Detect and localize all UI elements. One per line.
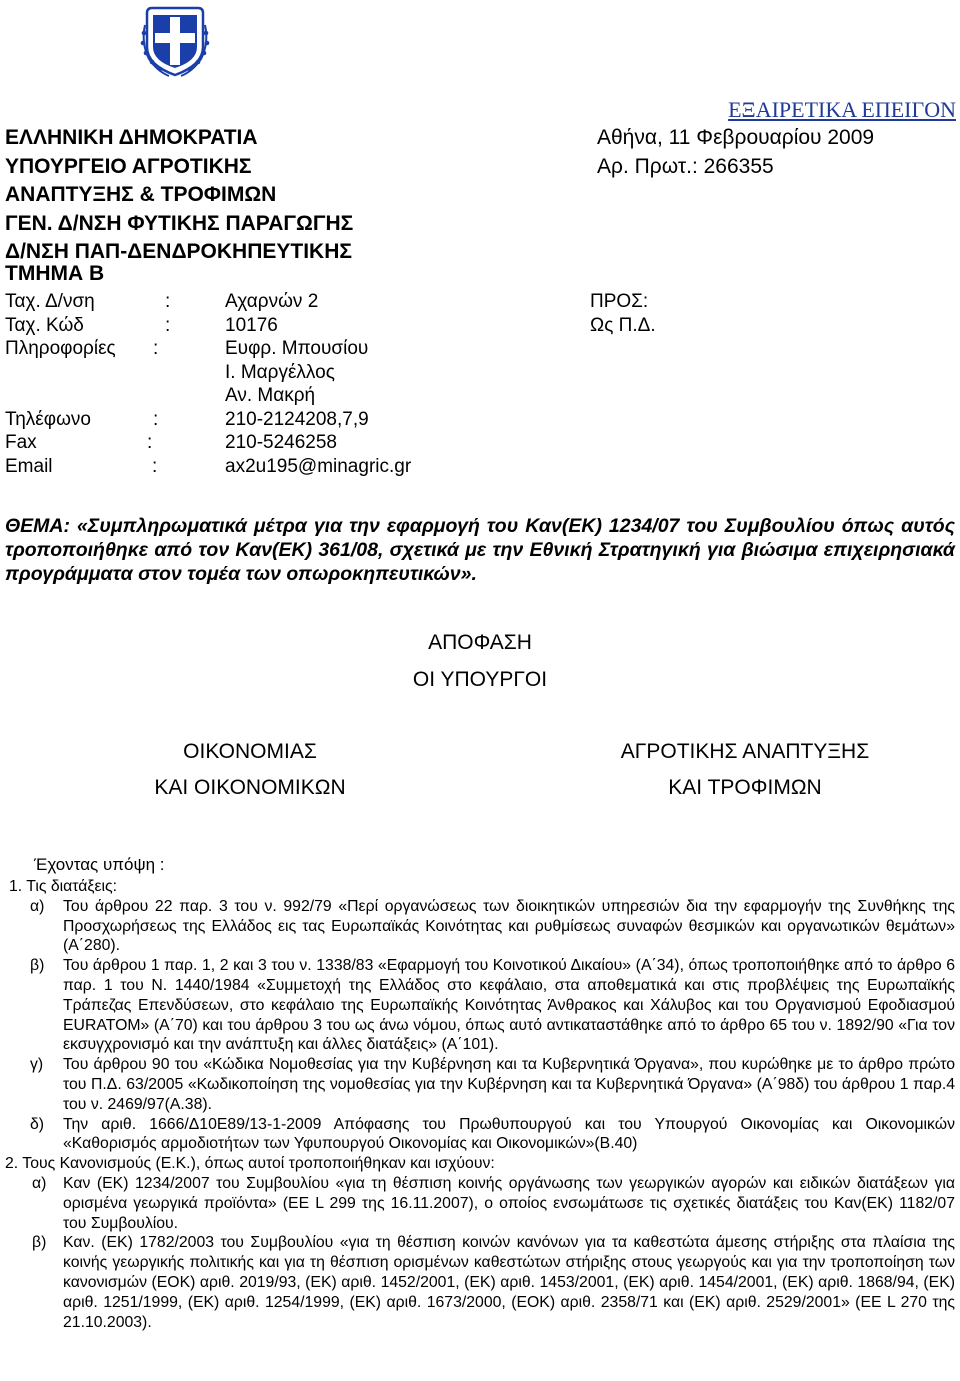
item-marker: α): [32, 1174, 47, 1192]
document-body: [5, 877, 955, 1332]
list-item: [5, 1115, 955, 1155]
colon: :: [165, 314, 171, 336]
postcode-value: 10176: [225, 314, 278, 336]
recipient-block: [590, 290, 656, 337]
list-item: [5, 956, 955, 1055]
fax-label: Fax: [5, 432, 37, 453]
item-text: Καν. (ΕΚ) 1782/2003 του Συμβουλίου «για τη θέσπιση κοινών κανόνων για τα καθεστώτα άμεσης στήριξης στα πλαίσια της κοινής γεωργικής πολιτικής και για τη θέσπιση ορισμένων καθεστώτων στήριξης στους γεωργούς και για την τροποποίηση των κανονισμών (ΕΟΚ) αριθ. 2019/93, (ΕΚ) αριθ. 1452/2001, (ΕΚ) αριθ. 1453/2001, (ΕΚ) αριθ. 1454/2001, (ΕΚ) αριθ. 1868/94, (ΕΚ) αριθ. 1251/1999, (ΕΚ) αριθ. 1254/1999, (ΕΚ) αριθ. 1673/2000, (ΕΟΚ) αριθ. 2358/71 και (ΕΚ) αριθ. 2529/2001» (ΕΕ L 270 της 21.10.2003).: [63, 1234, 955, 1331]
email-value: ax2u195@minagric.gr: [225, 455, 412, 477]
point-2-heading: 2. Τους Κανονισμούς (Ε.Κ.), όπως αυτοί τροποποιήθηκαν και ισχύουν:: [5, 1155, 495, 1173]
recipient-label: ΠΡΟΣ:: [590, 291, 649, 312]
phone-label: Τηλέφωνο: [5, 408, 91, 430]
email-label: Email: [5, 455, 53, 477]
org-line: ΓΕΝ. Δ/ΝΣΗ ΦΥΤΙΚΗΣ ΠΑΡΑΓΩΓΗΣ: [5, 211, 354, 235]
urgent-label: ΕΞΑΙΡΕΤΙΚΑ ΕΠΕΙΓΟΝ: [728, 97, 956, 122]
phone-value: 210-2124208,7,9: [225, 408, 369, 430]
item-text: Του άρθρου 22 παρ. 3 του ν. 992/79 «Περί οργανώσεως των διοικητικών υπηρεσιών δια την εφαρμογήν της Συνθήκης της Προσχωρήσεως της Ελλάδος εις τας Ευρωπαϊκάς Κοινότητας και ρυθμίσεως συναφών θεσμικών και οργανωτικών θεμάτων» (Α΄280).: [63, 897, 955, 955]
recipient-value: Ως Π.Δ.: [590, 314, 656, 336]
info-name: Αν. Μακρή: [225, 385, 316, 406]
fax-value: 210-5246258: [225, 432, 337, 453]
protocol-number: Αρ. Πρωτ.: 266355: [597, 154, 774, 178]
item-text: Καν (ΕΚ) 1234/2007 του Συμβουλίου «για τη θέσπιση κοινής οργάνωσης των γεωργικών αγορών και ειδικών διατάξεων για ορισμένα γεωργικά προϊόντα» (ΕΕ L 299 της 16.11.2007), ο οποίος ενσωμάτωσε τις σχετικές διατάξεις του Καν(ΕΚ) 1182/07 του Συμβουλίου.: [63, 1174, 955, 1232]
colon: :: [153, 338, 159, 359]
colon: :: [147, 432, 153, 453]
item-text: Του άρθρου 90 του «Κώδικα Νομοθεσίας για την Κυβέρνηση και τα Κυβερνητικά Όργανα», που κυρώθηκε με το άρθρο πρώτο του Π.Δ. 63/2005 «Κωδικοποίηση της νομοθεσίας για την Κυβέρνηση και τα Κυβερνητικά Όργανα» (Α΄98δ) του άρθρου 1 παρ.4 του ν. 2469/97(Α.38).: [63, 1056, 955, 1113]
org-line: Δ/ΝΣΗ ΠΑΠ-ΔΕΝΔΡΟΚΗΠΕΥΤΙΚΗΣ: [5, 240, 352, 263]
date-protocol: [597, 124, 874, 181]
ministry-right-line-1: ΑΓΡΟΤΙΚΗΣ ΑΝΑΠΤΥΞΗΣ: [620, 740, 870, 763]
ministers-heading: ΟΙ ΥΠΟΥΡΓΟΙ: [412, 668, 548, 691]
ministry-right-line-2: ΚΑΙ ΤΡΟΦΙΜΩΝ: [668, 776, 822, 799]
item-text: Του άρθρου 1 παρ. 1, 2 και 3 του ν. 1338/83 «Εφαρμογή του Κοινοτικού Δικαίου» (Α΄34), όπως τροποποιήθηκε από το άρθρο 6 παρ. 1 του Ν. 1440/1984 «Συμμετοχή της Ελλάδος στο κεφάλαιο, στα αποθεματικά και στις προβλέψεις της Ευρωπαϊκής Τράπεζας Επενδύσεων, στο κεφάλαιο της Ευρωπαϊκής Κοινότητας Άνθρακος και Χάλυβος και του Οργανισμού Εφοδιασμού EURATOM» (Α΄70) και του άρθρου 3 του ως άνω νόμου, όπως αυτό αντικαταστάθηκε από το άρθρο 65 του ν. 1892/90 «Για τον εκσυγχρονισμό και την ανάπτυξη και άλλες διατάξεις» (Α΄101).: [63, 957, 955, 1054]
list-item: [5, 1174, 955, 1233]
address-value: Αχαρνών 2: [225, 291, 319, 312]
list-item: [5, 1055, 955, 1114]
org-line: ΑΝΑΠΤΥΞΗΣ & ΤΡΟΦΙΜΩΝ: [5, 183, 277, 206]
colon: :: [165, 291, 171, 312]
list-item: [5, 1233, 955, 1332]
item-text: Την αριθ. 1666/Δ10Ε89/13-1-2009 Απόφασης του Πρωθυπουργού και του Υπουργού Οικονομίας και Οικονομικών «Καθορισμός αρμοδιοτήτων των Υφυπουργού Οικονομίας και Οικονομικών»(Β.40): [63, 1115, 955, 1153]
item-marker: α): [30, 897, 45, 915]
list-item: [5, 897, 955, 956]
point-1-heading: 1. Τις διατάξεις:: [9, 878, 118, 895]
info-label: Πληροφορίες: [5, 338, 116, 359]
info-name: Ι. Μαργέλλος: [225, 361, 335, 383]
having-regard-label: Έχοντας υπόψη :: [34, 855, 165, 874]
greek-coat-of-arms-emblem: [139, 3, 211, 79]
item-marker: δ): [30, 1115, 45, 1133]
address-label: Ταχ. Δ/νση: [5, 291, 95, 312]
item-marker: β): [30, 957, 45, 975]
postcode-label: Ταχ. Κώδ: [5, 314, 84, 336]
section-label: ΤΜΗΜΑ Β: [5, 262, 105, 285]
item-marker: γ): [30, 1056, 44, 1074]
date: Αθήνα, 11 Φεβρουαρίου 2009: [597, 126, 875, 149]
ministry-left-line-1: ΟΙΚΟΝΟΜΙΑΣ: [183, 740, 317, 763]
item-marker: β): [32, 1234, 47, 1252]
org-line: ΥΠΟΥΡΓΕΙΟ ΑΓΡΟΤΙΚΗΣ: [5, 154, 252, 178]
decision-title: ΑΠΟΦΑΣΗ: [428, 631, 532, 654]
subject-paragraph: ΘΕΜΑ: «Συμπληρωματικά μέτρα για την εφαρμογή του Καν(ΕΚ) 1234/07 του Συμβουλίου όπως αυτός τροποποιήθηκε από τον Καν(ΕΚ) 361/08, σχετικά με την Εθνική Στρατηγική για βιώσιμα επιχειρησιακά προγράμματα στον τομέα των οπωροκηπευτικών».: [5, 515, 955, 585]
colon: :: [153, 408, 159, 430]
issuing-authority: [5, 124, 353, 267]
org-line: ΕΛΛΗΝΙΚΗ ΔΗΜΟΚΡΑΤΙΑ: [5, 126, 258, 149]
ministry-left-line-2: ΚΑΙ ΟΙΚΟΝΟΜΙΚΩΝ: [154, 776, 346, 799]
colon: :: [152, 455, 158, 477]
info-name: Ευφρ. Μπουσίου: [225, 338, 369, 359]
